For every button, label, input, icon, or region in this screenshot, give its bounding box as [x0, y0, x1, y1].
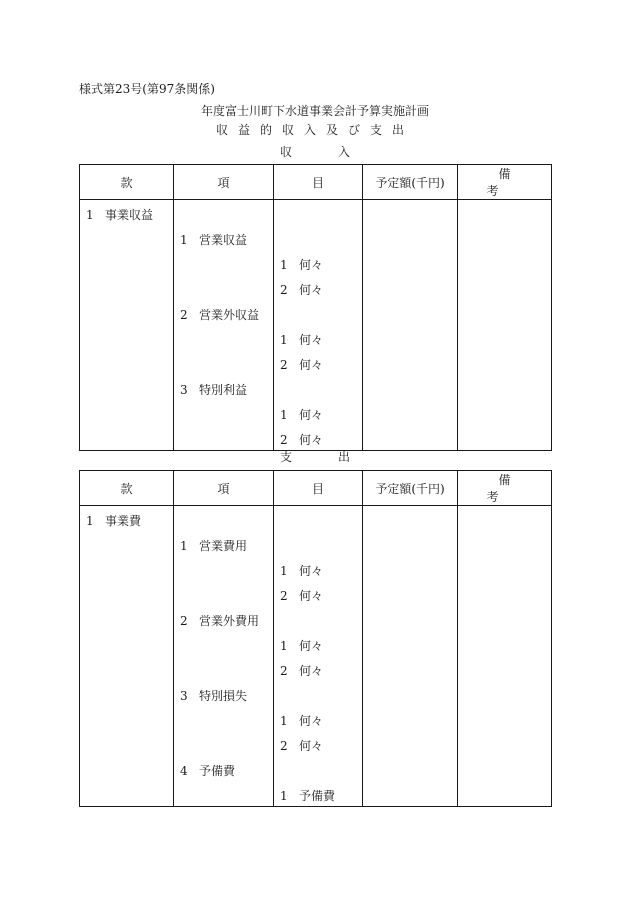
moku-item: 2 何々	[280, 433, 324, 447]
col-header-biko: 備考	[458, 165, 552, 200]
col-header-moku: 目	[274, 165, 363, 200]
ko-item: 3 特別利益	[180, 383, 248, 397]
income-yotei-cell	[363, 200, 458, 451]
col-header-biko: 備考	[458, 471, 552, 506]
ko-item: 4 予備費	[180, 764, 236, 778]
kan-item: 1 事業費	[86, 514, 142, 528]
moku-item: 2 何々	[280, 589, 324, 603]
moku-item: 1 予備費	[280, 789, 336, 803]
expense-ko-cell	[174, 506, 274, 807]
income-heading: 収入	[279, 145, 396, 159]
expense-header-row	[80, 471, 552, 506]
col-header-ko: 項	[174, 165, 274, 200]
ko-item: 2 営業外収益	[180, 308, 260, 322]
col-header-moku: 目	[274, 471, 363, 506]
col-header-yotei: 予定額(千円)	[363, 165, 458, 200]
moku-item: 2 何々	[280, 664, 324, 678]
document-subtitle: 収益的収入及び支出	[215, 123, 414, 137]
moku-item: 2 何々	[280, 739, 324, 753]
expense-table	[79, 470, 552, 807]
document-title: 年度富士川町下水道事業会計予算実施計画	[200, 104, 429, 118]
col-header-yotei: 予定額(千円)	[363, 471, 458, 506]
form-number: 様式第23号(第97条関係)	[79, 82, 215, 96]
moku-item: 1 何々	[280, 639, 324, 653]
ko-item: 2 営業外費用	[180, 614, 260, 628]
col-header-ko: 項	[174, 471, 274, 506]
income-kan-cell	[80, 200, 174, 451]
moku-item: 1 何々	[280, 333, 324, 347]
moku-item: 2 何々	[280, 358, 324, 372]
ko-item: 1 営業収益	[180, 233, 248, 247]
moku-item: 1 何々	[280, 714, 324, 728]
income-biko-cell	[458, 200, 552, 451]
ko-item: 1 営業費用	[180, 539, 248, 553]
moku-item: 1 何々	[280, 258, 324, 272]
moku-item: 2 何々	[280, 283, 324, 297]
moku-item: 1 何々	[280, 408, 324, 422]
expense-heading: 支出	[279, 450, 396, 464]
expense-yotei-cell	[363, 506, 458, 807]
income-ko-cell	[174, 200, 274, 451]
expense-kan-cell	[80, 506, 174, 807]
income-moku-cell	[274, 200, 363, 451]
moku-item: 1 何々	[280, 564, 324, 578]
ko-item: 3 特別損失	[180, 689, 248, 703]
income-body-row	[80, 200, 552, 451]
income-table	[79, 164, 552, 451]
col-header-kan: 款	[80, 165, 174, 200]
kan-item: 1 事業収益	[86, 208, 154, 222]
expense-biko-cell	[458, 506, 552, 807]
expense-body-row	[80, 506, 552, 807]
income-header-row	[80, 165, 552, 200]
expense-moku-cell	[274, 506, 363, 807]
col-header-kan: 款	[80, 471, 174, 506]
